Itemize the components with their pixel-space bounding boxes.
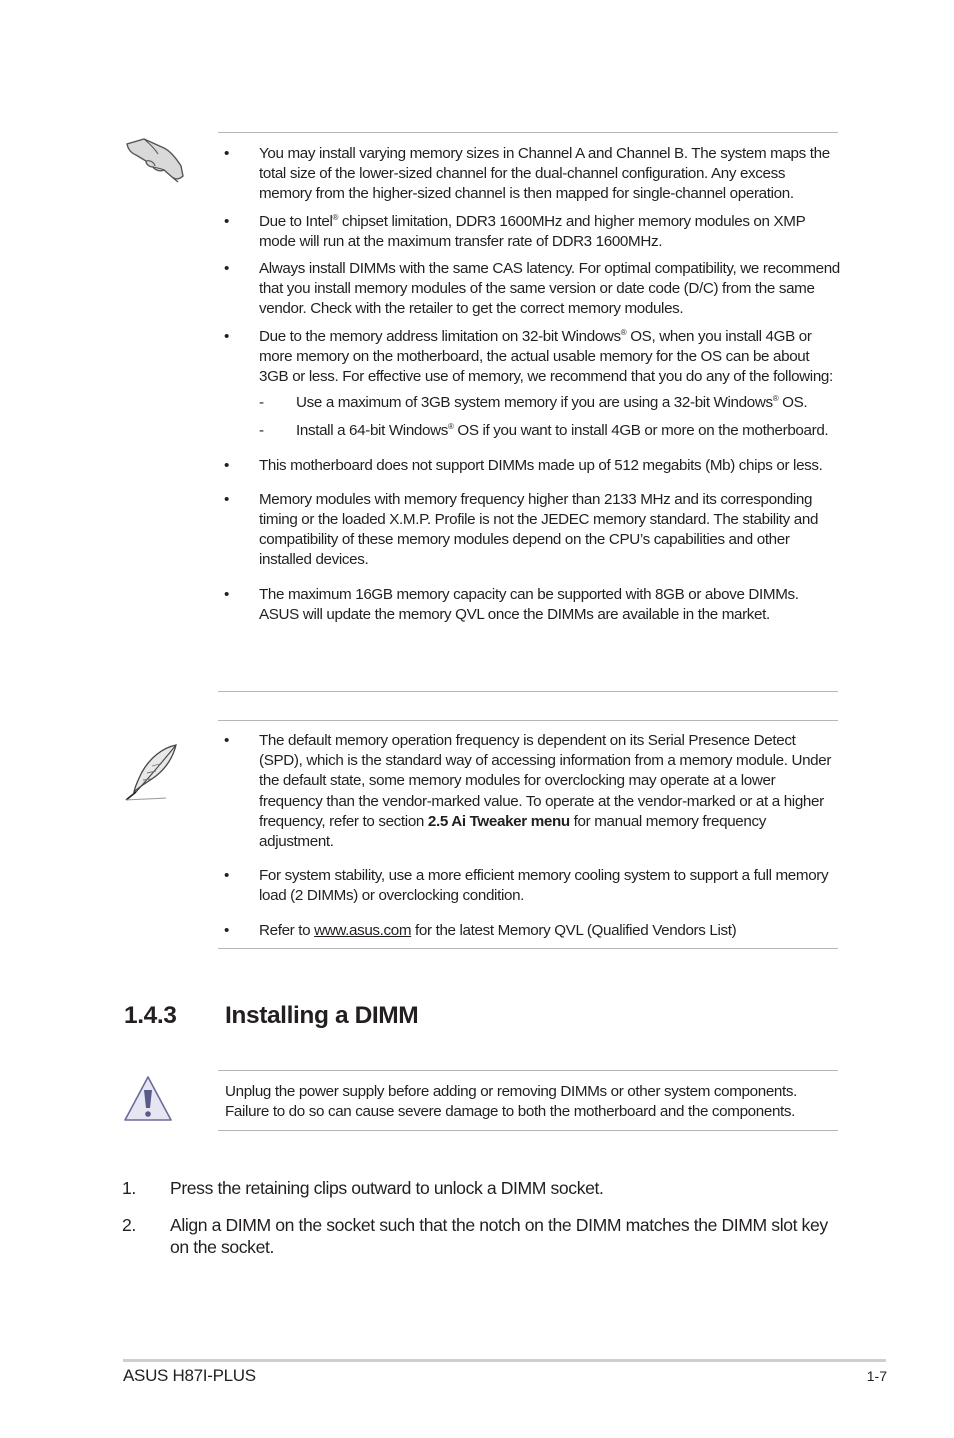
note-item: • The maximum 16GB memory capacity can be supported with 8GB or above DIMMs. ASUS will update the memory QVL once the DIMMs are available in the market. [224,585,799,623]
section-heading [124,1002,418,1030]
step-item [122,1214,842,1258]
step-item [122,1177,842,1199]
note-item-text: This motherboard does not support DIMMs made up of 512 megabits (Mb) chips or less. [259,456,823,474]
asus-website-link[interactable]: www.asus.com [314,921,412,939]
section-reference: 2.5 Ai Tweaker menu [427,812,570,830]
note-item-text: You may install varying memory sizes in Channel A and Channel B. The system maps the total size of the lower-sized channel for the dual-channel configuration. Any excess memory from the higher-sized channel is then mapped for single-channel operation. [259,145,830,203]
note-item-text: The maximum 16GB memory capacity can be supported with 8GB or above DIMMs. ASUS will update the memory QVL once the DIMMs are available in the market. [259,585,799,623]
section-number: 1.4.3 [124,1002,177,1029]
note-bottom-rule [218,691,838,692]
step-number: 1. [122,1178,136,1198]
note-item-text: Due to Intel® chipset limitation, DDR3 1600MHz and higher memory modules on XMP mode will run at the maximum transfer rate of DDR3 1600MHz. [259,212,806,250]
note-sub-list [259,393,840,441]
tip-item-text: Refer to www.asus.com for the latest Memory QVL (Qualified Vendors List) [259,921,737,939]
note-sub-item: - Use a maximum of 3GB system memory if you are using a 32-bit Windows® OS. [259,394,808,412]
note-item: • Memory modules with memory frequency higher than 2133 MHz and its corresponding timing or the loaded X.M.P. Profile is not the JEDEC memory standard. The stability and compatibility of these memory modules depend on the CPU’s capabilities and other installed devices. [224,490,819,569]
note-item: • You may install varying memory sizes in Channel A and Channel B. The system maps the total size of the lower-sized channel for the dual-channel configuration. Any excess memory from the higher-sized channel is then mapped for single-channel operation. [224,145,830,203]
section-title: Installing a DIMM [225,1002,419,1029]
note-item-text: Due to the memory address limitation on 32-bit Windows® OS, when you install 4GB or more memory on the motherboard, the actual usable memory for the OS can be about 3GB or less. For effective use of memory, we recommend that you do any of the following: [259,327,833,386]
tip-item: • For system stability, use a more efficient memory cooling system to support a full memory load (2 DIMMs) or overclocking condition. [224,867,829,905]
note-item: • This motherboard does not support DIMMs made up of 512 megabits (Mb) chips or less. [224,456,823,474]
note-item: • Always install DIMMs with the same CAS latency. For optimal compatibility, we recommend that you install memory modules of the same version or date code (D/C) from the same vendor. Check with the retailer to get the correct memory modules. [224,260,840,318]
warning-text: Unplug the power supply before adding or removing DIMMs or other system components. Failure to do so can cause severe damage to both the motherboard and the components. [225,1083,797,1121]
note-list [224,144,840,625]
tip-bottom-rule [218,948,838,949]
footer-product-name: ASUS H87I-PLUS [123,1366,256,1385]
step-text: Press the retaining clips outward to unlock a DIMM socket. [170,1178,604,1198]
note-item-text: Memory modules with memory frequency higher than 2133 MHz and its corresponding timing or the loaded X.M.P. Profile is not the JEDEC memory standard. The stability and compatibility of these memory modules depend on the CPU’s capabilities and other installed devices. [259,490,819,569]
footer-page-number: 1-7 [866,1368,887,1384]
tip-item-text: For system stability, use a more efficient memory cooling system to support a full memory load (2 DIMMs) or overclocking condition. [259,867,829,905]
quill-pen-icon [122,742,182,802]
tip-list [224,731,840,941]
install-steps [122,1177,842,1273]
warning-top-rule [218,1070,838,1071]
tip-item: • Refer to www.asus.com for the latest Memory QVL (Qualified Vendors List) [224,921,737,939]
tip-top-rule [218,720,838,721]
step-number: 2. [122,1215,136,1235]
note-item: • Due to Intel® chipset limitation, DDR3 1600MHz and higher memory modules on XMP mode will run at the maximum transfer rate of DDR3 1600MHz. [224,212,806,250]
tip-item-text: The default memory operation frequency is dependent on its Serial Presence Detect (SPD), which is the standard way of accessing information from a memory module. Under the default state, some memory modules for overclocking may operate at a lower frequency than the vendor-marked value. To operate at the vendor-marked or at a higher frequency, refer to section 2.5 Ai Tweaker menu for manual memory frequency adjustment. [259,732,832,851]
step-text: Align a DIMM on the socket such that the notch on the DIMM matches the DIMM slot key on the socket. [170,1215,828,1257]
note-item: • Due to the memory address limitation on 32-bit Windows® OS, when you install 4GB or more memory on the motherboard, the actual usable memory for the OS can be about 3GB or less. For effective use of memory, we recommend that you do any of the following: - Use a maximum of 3GB system memory if you are using a 32-bit Windows® OS. - Install a 64-bit Windows® OS if you want to install 4GB or more on the motherboard. [224,327,840,442]
warning-triangle-icon [122,1074,174,1124]
hand-pointing-icon [124,136,186,184]
warning-bottom-rule [218,1130,838,1131]
footer-rule [123,1359,886,1362]
note-item-text: Always install DIMMs with the same CAS latency. For optimal compatibility, we recommend that you install memory modules of the same version or date code (D/C) from the same vendor. Check with the retailer to get the correct memory modules. [259,260,840,318]
note-sub-item: - Install a 64-bit Windows® OS if you want to install 4GB or more on the motherboard. [259,422,829,440]
note-top-rule [218,132,838,133]
tip-item: • The default memory operation frequency is dependent on its Serial Presence Detect (SPD), which is the standard way of accessing information from a memory module. Under the default state, some memory modules for overclocking may operate at a lower frequency than the vendor-marked value. To operate at the vendor-marked or at a higher frequency, refer to section 2.5 Ai Tweaker menu for manual memory frequency adjustment. [224,732,832,851]
